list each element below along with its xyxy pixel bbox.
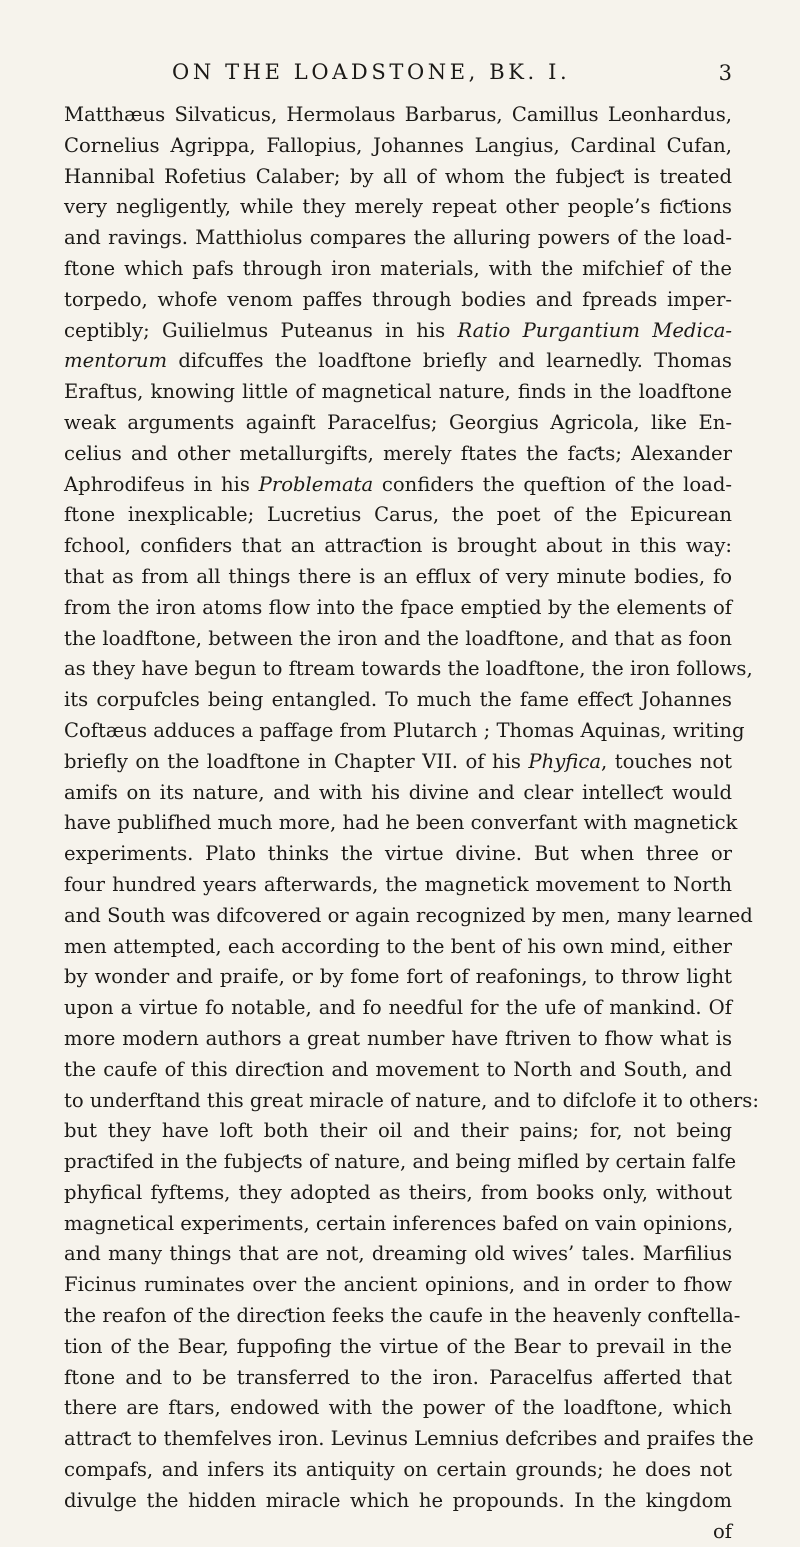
text-line: compafs, and infers its antiquity on certain grounds; he does not — [64, 1458, 732, 1482]
text-line-mentorum: mentorum difcuffes the loadftone briefly and learnedly. Thomas — [64, 349, 732, 373]
text-line: amifs on its nature, and with his divine and clear intelleƈt would — [64, 780, 732, 804]
text-line: ftone inexplicable; Lucretius Carus, the poet of the Epicurean — [64, 503, 732, 527]
italic-title: Problemata — [258, 472, 374, 496]
text-line: and South was difcovered or again recognized by men, many learned — [64, 903, 753, 927]
text-line: its corpufcles being entangled. To much the fame effeƈt Johannes — [64, 688, 732, 712]
text-line: more modern authors a great number have ftriven to fhow what is — [64, 1026, 732, 1050]
text-line: attraƈt to themfelves iron. Levinus Lemnius defcribes and praifes the — [64, 1427, 754, 1451]
text-line: by wonder and praife, or by fome fort of reafonings, to throw light — [64, 965, 732, 989]
text-line: Eraftus, knowing little of magnetical nature, finds in the loadftone — [64, 380, 732, 404]
italic-title: Phyfica — [528, 749, 602, 773]
text-line: praƈtifed in the fubjeƈts of nature, and being mifled by certain falfe — [64, 1150, 737, 1174]
text-line: men attempted, each according to the bent of his own mind, either — [64, 934, 732, 958]
text-line: and ravings. Matthiolus compares the alluring powers of the load- — [64, 226, 732, 250]
text-line: to underftand this great miracle of nature, and to difclofe it to others: — [64, 1088, 759, 1112]
catchword: of — [712, 1519, 732, 1543]
text-line: experiments. Plato thinks the virtue divine. But when three or — [64, 842, 732, 866]
text-line: celius and other metallurgifts, merely ftates the faƈts; Alexander — [64, 441, 732, 465]
text-line: ftone which pafs through iron materials, with the mifchief of the — [64, 256, 732, 280]
running-head — [64, 60, 732, 100]
text-line: magnetical experiments, certain inferences bafed on vain opinions, — [64, 1211, 734, 1235]
text-line: torpedo, whofe venom paffes through bodies and fpreads imper- — [64, 287, 732, 311]
text-line: Ficinus ruminates over the ancient opinions, and in order to fhow — [64, 1273, 732, 1297]
text-line: tion of the Bear, fuppofing the virtue of the Bear to prevail in the — [64, 1334, 732, 1358]
text-line: four hundred years afterwards, the magnetick movement to North — [64, 872, 732, 896]
italic-title: Ratio Purgantium Medica- — [457, 318, 732, 342]
text-line-problemata: Aphrodifeus in his Problemata confiders the queftion of the load- — [64, 472, 732, 496]
text-line: weak arguments againft Paracelfus; Georgius Agricola, like En- — [64, 410, 732, 434]
text-line: Cornelius Agrippa, Fallopius, Johannes Langius, Cardinal Cufan, — [64, 133, 732, 157]
running-title: ON THE LOADSTONE, BK. I. — [172, 60, 571, 84]
text-line: but they have loft both their oil and their pains; for, not being — [64, 1119, 732, 1143]
text-line: there are ftars, endowed with the power of the loadftone, which — [64, 1396, 732, 1420]
text-line: and many things that are not, dreaming old wives’ tales. Marfilius — [64, 1242, 732, 1266]
page-number: 3 — [718, 61, 732, 85]
text-line: the caufe of this direƈtion and movement to North and South, and — [64, 1057, 732, 1081]
text-line-physica: briefly on the loadftone in Chapter VII. of his Phyfica, touches not — [64, 749, 732, 773]
text-line-ratio: ceptibly; Guilielmus Puteanus in his Ratio Purgantium Medica- — [64, 318, 732, 342]
italic-title: mentorum — [64, 349, 168, 373]
body-text — [64, 100, 759, 1547]
text-line: phyfical fyftems, they adopted as theirs, from books only, without — [64, 1180, 732, 1204]
text-line: very negligently, while they merely repeat other people’s fiƈtions — [64, 195, 732, 219]
text-line: the loadftone, between the iron and the loadftone, and that as foon — [64, 626, 732, 650]
text-line: as they have begun to ftream towards the loadftone, the iron follows, — [64, 657, 753, 681]
text-line: ftone and to be transferred to the iron. Paracelfus afferted that — [64, 1365, 732, 1389]
text-line: divulge the hidden miracle which he propounds. In the kingdom — [64, 1488, 732, 1512]
text-line: the reafon of the direƈtion feeks the caufe in the heavenly conftella- — [64, 1304, 741, 1328]
text-line: Hannibal Rofetius Calaber; by all of whom the fubjeƈt is treated — [64, 164, 732, 188]
text-line: from the iron atoms flow into the fpace emptied by the elements of — [64, 595, 732, 619]
text-line: fchool, confiders that an attraƈtion is brought about in this way: — [64, 534, 732, 558]
text-line: Coftæus adduces a paffage from Plutarch ; Thomas Aquinas, writing — [64, 718, 745, 742]
text-line: Matthæus Silvaticus, Hermolaus Barbarus, Camillus Leonhardus, — [64, 103, 732, 126]
text-line: have publifhed much more, had he been converfant with magnetick — [64, 811, 738, 835]
text-line: upon a virtue fo notable, and fo needful for the ufe of mankind. Of — [64, 996, 732, 1020]
book-page — [64, 60, 759, 1547]
text-line: that as from all things there is an efflux of very minute bodies, fo — [64, 564, 732, 588]
